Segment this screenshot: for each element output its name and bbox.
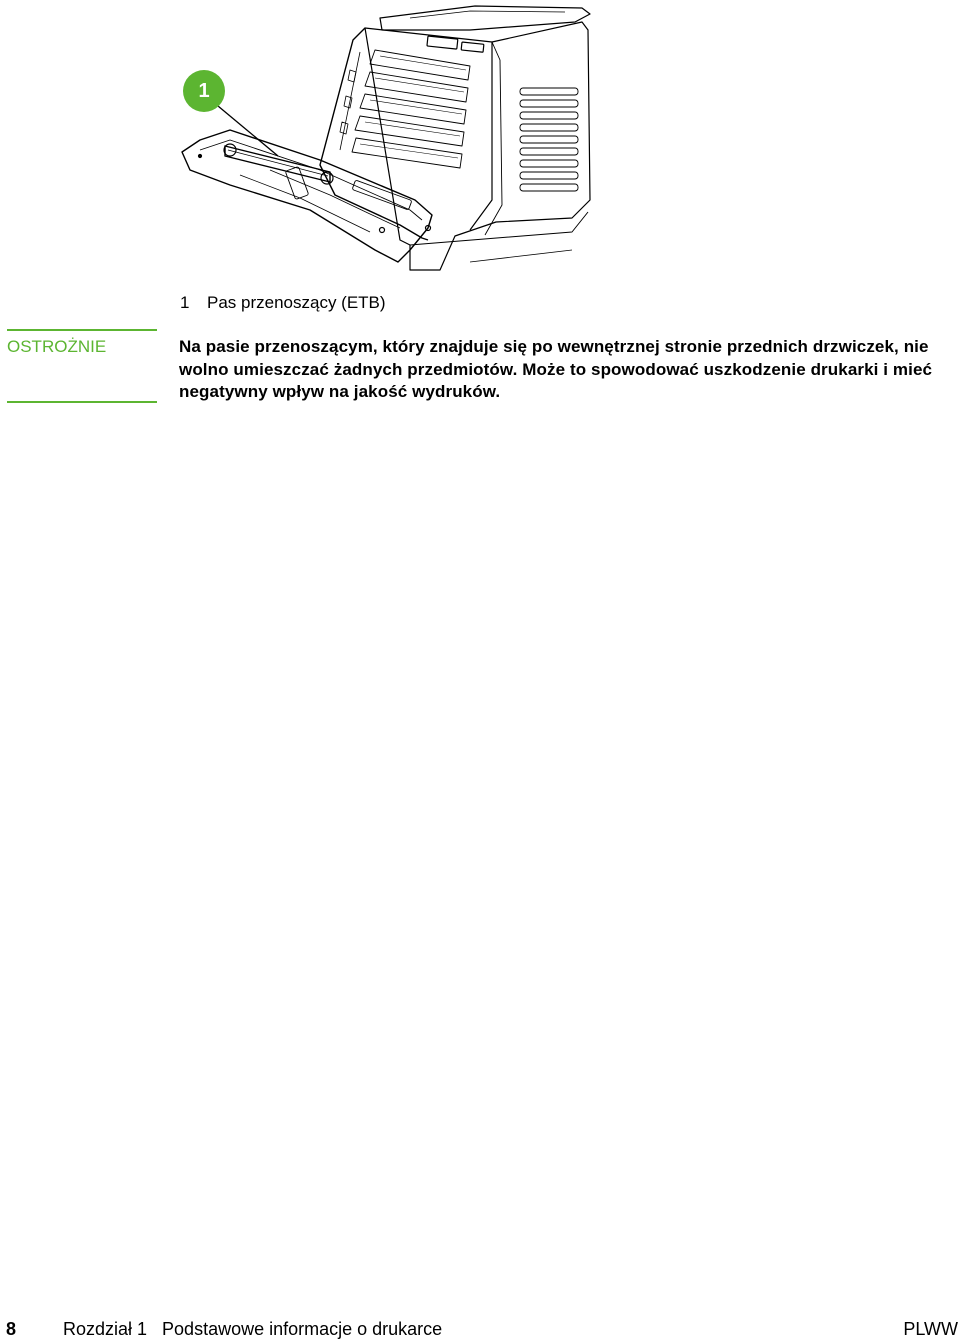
front-door-with-etb — [182, 130, 432, 262]
callout-number-badge: 1 — [183, 70, 225, 112]
side-vent — [520, 88, 578, 191]
caption-text: Pas przenoszący (ETB) — [207, 293, 386, 312]
footer-language-code: PLWW — [903, 1319, 958, 1339]
figure-caption — [180, 292, 386, 314]
etb-belt — [225, 146, 330, 182]
cartridge-slots — [352, 50, 470, 168]
caption-number: 1 — [180, 293, 190, 312]
printer-illustration — [170, 0, 600, 290]
caution-label: OSTROŻNIE — [7, 337, 107, 356]
footer-page-number: 8 — [6, 1319, 17, 1339]
caution-bottom-rule — [7, 401, 157, 403]
footer-chapter: Rozdział 1 Podstawowe informacje o drukarce — [63, 1319, 443, 1339]
caution-text: Na pasie przenoszącym, który znajduje się po wewnętrznej stronie przednich drzwiczek, nie wolno umieszczać żadnych przedmiotów. Może to spowodować uszkodzenie drukarki i mieć negatywny wpływ na jakość wydruków. — [179, 337, 933, 401]
caution-top-rule — [7, 329, 157, 331]
